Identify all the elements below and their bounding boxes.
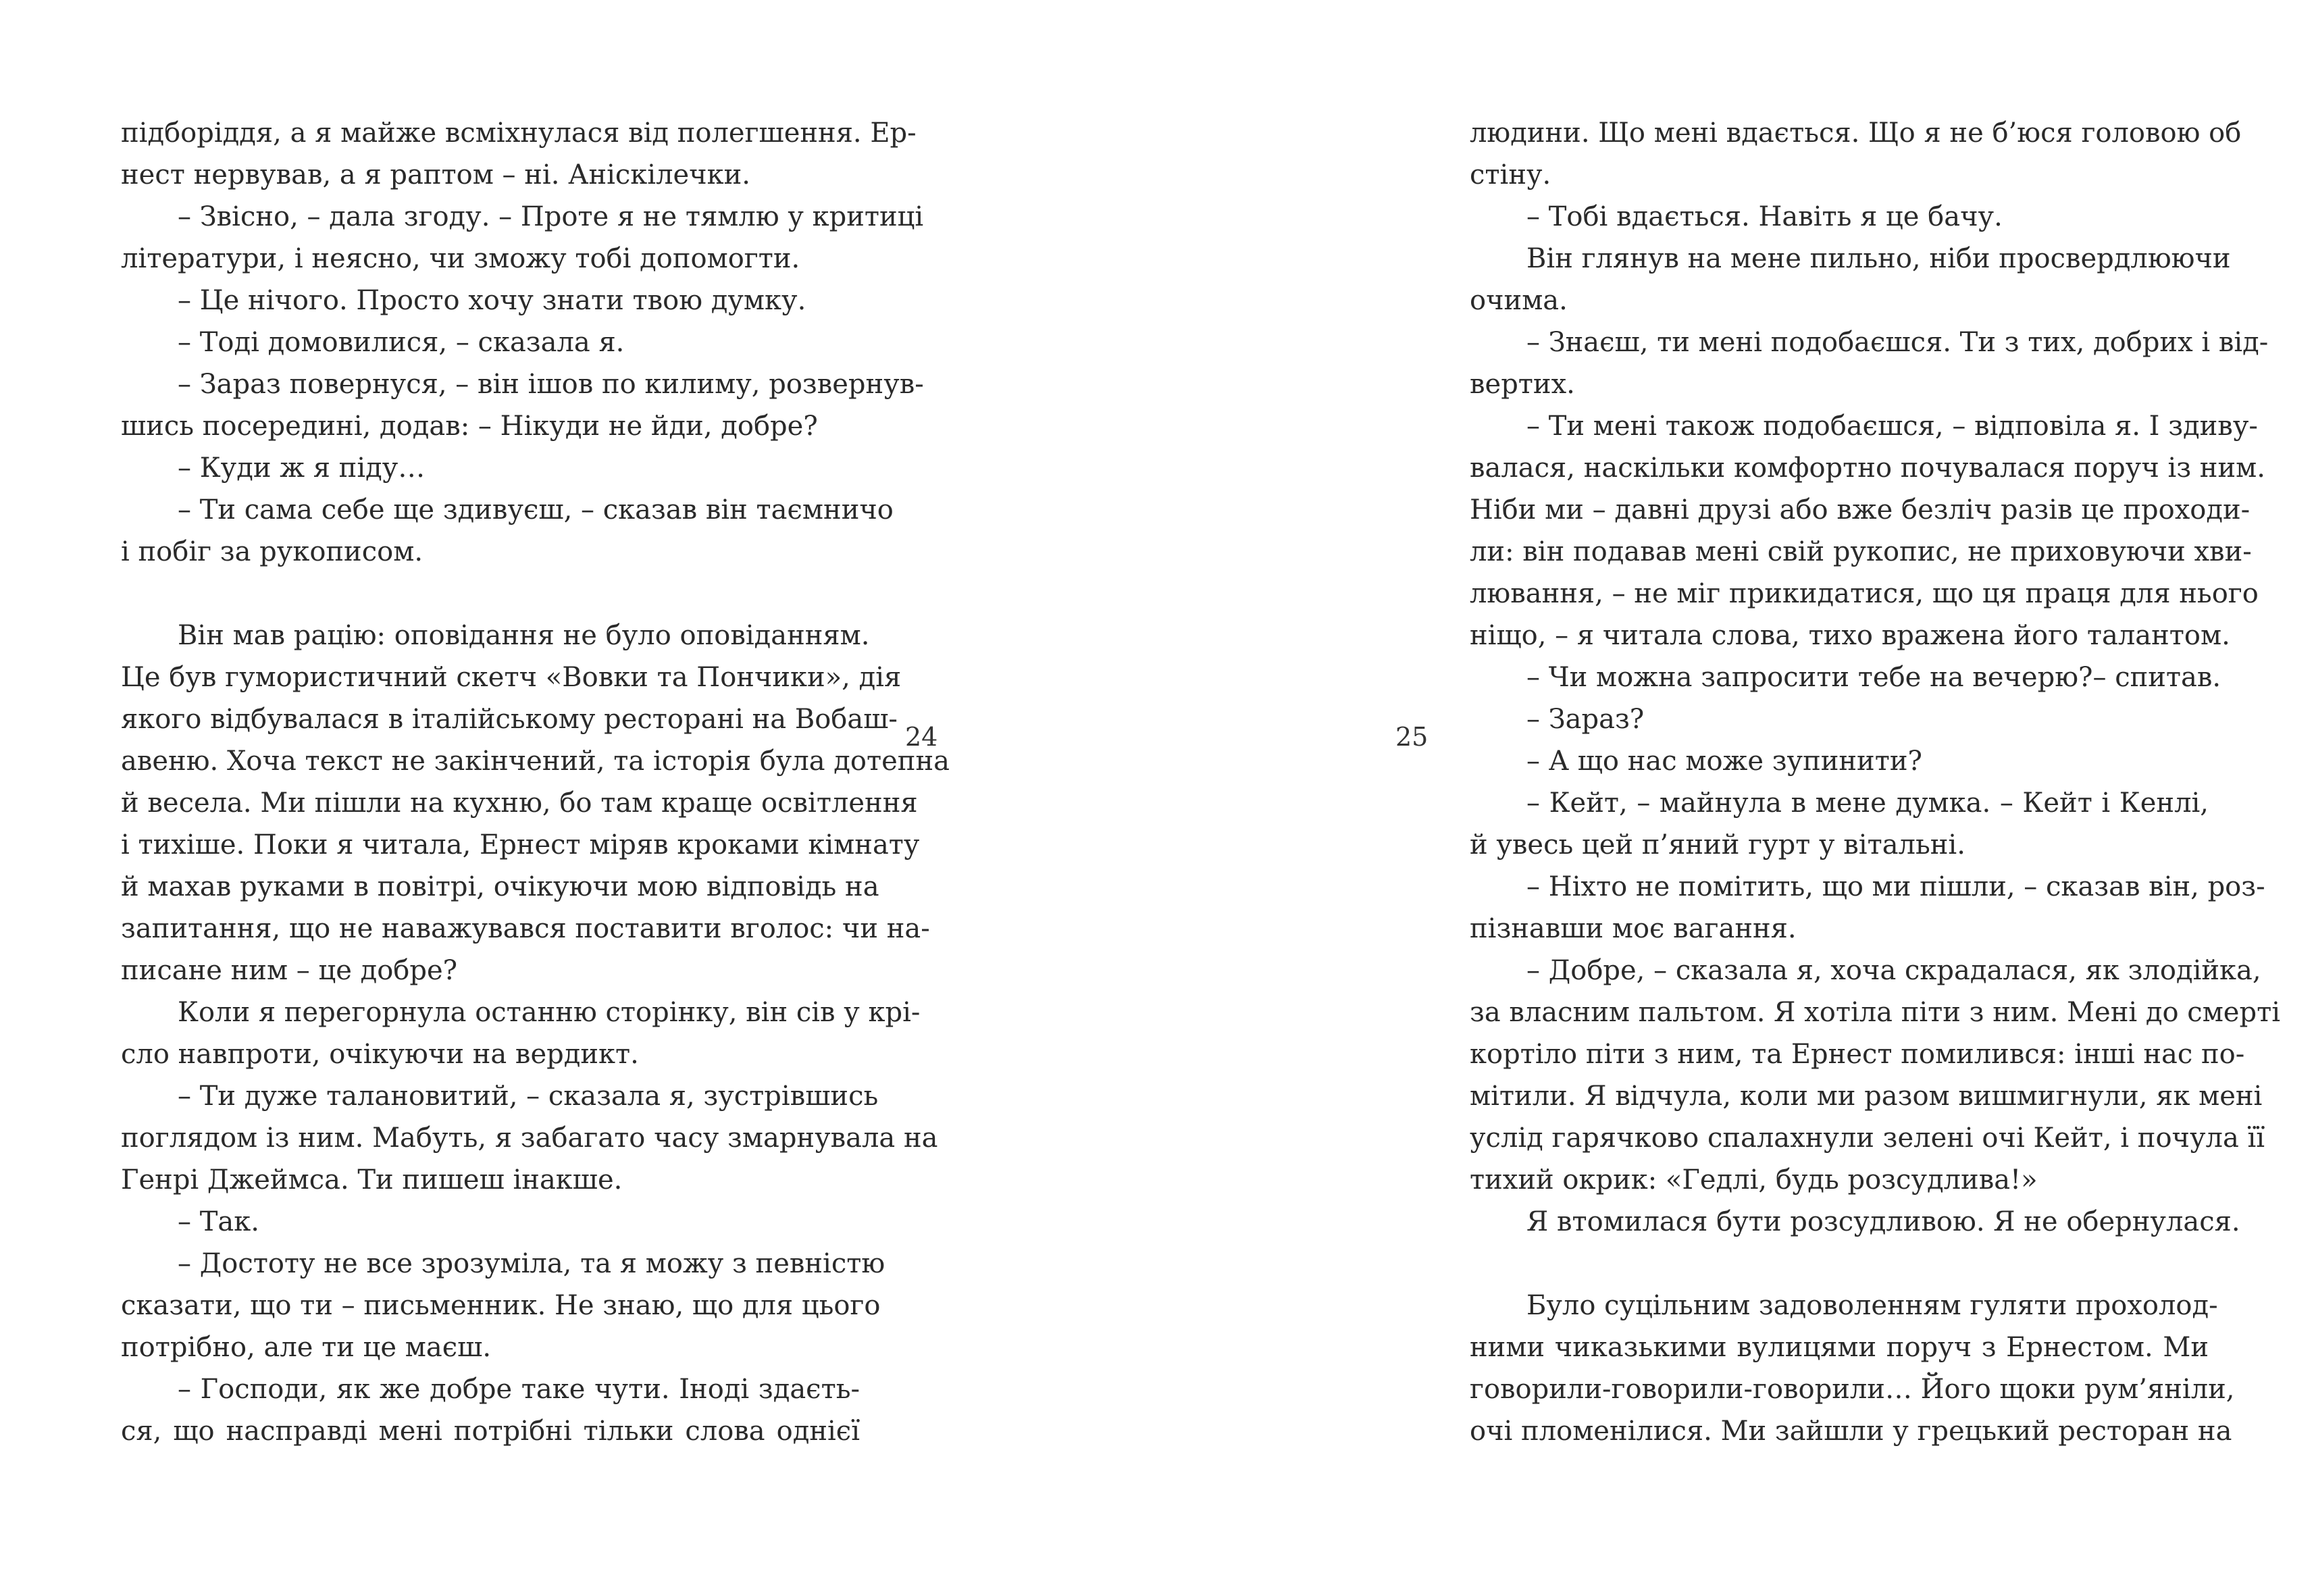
text-line: – Це нічого. Просто хочу знати твою думку.: [178, 285, 806, 316]
text-line: Було суцільним задоволенням гуляти прохолод-: [1526, 1290, 2218, 1321]
text-line: писане ним – це добре?: [121, 955, 458, 986]
text-line: – Куди ж я піду…: [178, 453, 426, 484]
text-line: – Ти дуже талановитий, – сказала я, зустрівшись: [178, 1081, 879, 1112]
text-line: валася, наскільки комфортно почувалася поруч із ним.: [1470, 453, 2265, 484]
text-line: – Так.: [178, 1206, 259, 1237]
text-line: кортіло піти з ним, та Ернест помилився: інші нас по-: [1470, 1039, 2245, 1070]
text-line: потрібно, але ти це маєш.: [121, 1332, 492, 1363]
text-line: очі пломенілися. Ми зайшли у грецький ресторан на: [1470, 1416, 2232, 1447]
paragraph-gap: [121, 573, 860, 615]
text-line: підборіддя, а я майже всміхнулася від полегшення. Ер-: [121, 118, 917, 149]
text-line: услід гарячково спалахнули зелені очі Кейт, і почула її: [1470, 1123, 2265, 1154]
right-page-text: [1470, 112, 2280, 1452]
text-line: запитання, що не наважувався поставити вголос: чи на-: [121, 913, 930, 944]
text-line: тихий окрик: «Гедлі, будь розсудлива!»: [1470, 1164, 2038, 1195]
text-line: нест нервував, а я раптом – ні. Аніскілечки.: [121, 159, 750, 190]
text-line: – А що нас може зупинити?: [1526, 746, 1922, 777]
text-line: ли: він подавав мені свій рукопис, не приховуючи хви-: [1470, 536, 2252, 567]
text-line: за власним пальтом. Я хотіла піти з ним. Мені до смерті: [1470, 997, 2280, 1028]
page-number-left: 24: [905, 722, 938, 752]
text-line: Це був гумористичний скетч «Вовки та Пончики», дія: [121, 662, 902, 693]
text-line: й махав руками в повітрі, очікуючи мою відповідь на: [121, 871, 879, 902]
text-line: лювання, – не міг прикидатися, що ця праця для нього: [1470, 578, 2259, 609]
text-line: – Добре, – сказала я, хоча скрадалася, як злодійка,: [1526, 955, 2261, 986]
text-line: літератури, і неясно, чи зможу тобі допомогти.: [121, 243, 800, 274]
text-line: і побіг за рукописом.: [121, 536, 423, 567]
text-line: і тихіше. Поки я читала, Ернест міряв кроками кімнату: [121, 829, 920, 860]
text-line: – Ніхто не помітить, що ми пішли, – сказав він, роз-: [1526, 871, 2265, 902]
text-line: – Звісно, – дала згоду. – Проте я не тямлю у критиці: [178, 201, 924, 232]
text-line: – Зараз?: [1526, 704, 1645, 735]
text-line: – Господи, як же добре таке чути. Іноді здаєть-: [178, 1374, 860, 1405]
text-line: – Кейт, – майнула в мене думка. – Кейт і Кенлі,: [1526, 788, 2209, 819]
text-line: людини. Що мені вдається. Що я не б’юся головою об: [1470, 118, 2242, 149]
text-line: очима.: [1470, 285, 1568, 316]
text-line: й увесь цей п’яний гурт у вітальні.: [1470, 829, 1965, 860]
text-line: – Чи можна запросити тебе на вечерю?– спитав.: [1526, 662, 2221, 693]
text-line: сло навпроти, очікуючи на вердикт.: [121, 1039, 639, 1070]
text-line: Генрі Джеймса. Ти пишеш інакше.: [121, 1164, 623, 1195]
text-line: Ніби ми – давні друзі або вже безліч разів це проходи-: [1470, 494, 2251, 525]
text-line: Коли я перегорнула останню сторінку, він сів у крі-: [178, 997, 921, 1028]
text-line: поглядом із ним. Мабуть, я забагато часу змарнувала на: [121, 1123, 938, 1154]
text-line: пізнавши моє вагання.: [1470, 913, 1797, 944]
text-line: Він мав рацію: оповідання не було оповіданням.: [178, 620, 870, 651]
text-line: й весела. Ми пішли на кухню, бо там краще освітлення: [121, 788, 918, 819]
text-line: ся, що насправді мені потрібні тільки слова однієї: [121, 1416, 860, 1447]
text-line: вертих.: [1470, 369, 1575, 400]
text-line: – Достоту не все зрозуміла, та я можу з певністю: [178, 1248, 885, 1279]
paragraph-gap: [1470, 1243, 2209, 1285]
text-line: ними чиказькими вулицями поруч з Ернестом. Ми: [1470, 1332, 2209, 1363]
text-line: стіну.: [1470, 159, 1551, 190]
text-line: – Зараз повернуся, – він ішов по килиму, розвернув-: [178, 369, 924, 400]
page-number-right: 25: [1395, 722, 1429, 752]
text-line: шись посередині, додав: – Нікуди не йди, добре?: [121, 411, 818, 442]
text-line: – Тоді домовилися, – сказала я.: [178, 327, 625, 358]
text-line: ніщо, – я читала слова, тихо вражена його талантом.: [1470, 620, 2230, 651]
text-line: авеню. Хоча текст не закінчений, та історія була дотепна: [121, 746, 950, 777]
text-line: якого відбувалася в італійському ресторані на Вобаш-: [121, 704, 898, 735]
text-line: – Ти сама себе ще здивуєш, – сказав він таємничо: [178, 494, 894, 525]
text-line: говорили-говорили-говорили… Його щоки рум’яніли,: [1470, 1374, 2235, 1405]
text-line: Він глянув на мене пильно, ніби просвердлюючи: [1526, 243, 2231, 274]
text-line: – Ти мені також подобаєшся, – відповіла я. І здиву-: [1526, 411, 2258, 442]
text-line: – Тобі вдається. Навіть я це бачу.: [1526, 201, 2003, 232]
text-line: Я втомилася бути розсудливою. Я не обернулася.: [1526, 1206, 2240, 1237]
text-line: – Знаєш, ти мені подобаєшся. Ти з тих, добрих і від-: [1526, 327, 2269, 358]
text-line: мітили. Я відчула, коли ми разом вишмигнули, як мені: [1470, 1081, 2263, 1112]
text-line: сказати, що ти – письменник. Не знаю, що для цього: [121, 1290, 881, 1321]
